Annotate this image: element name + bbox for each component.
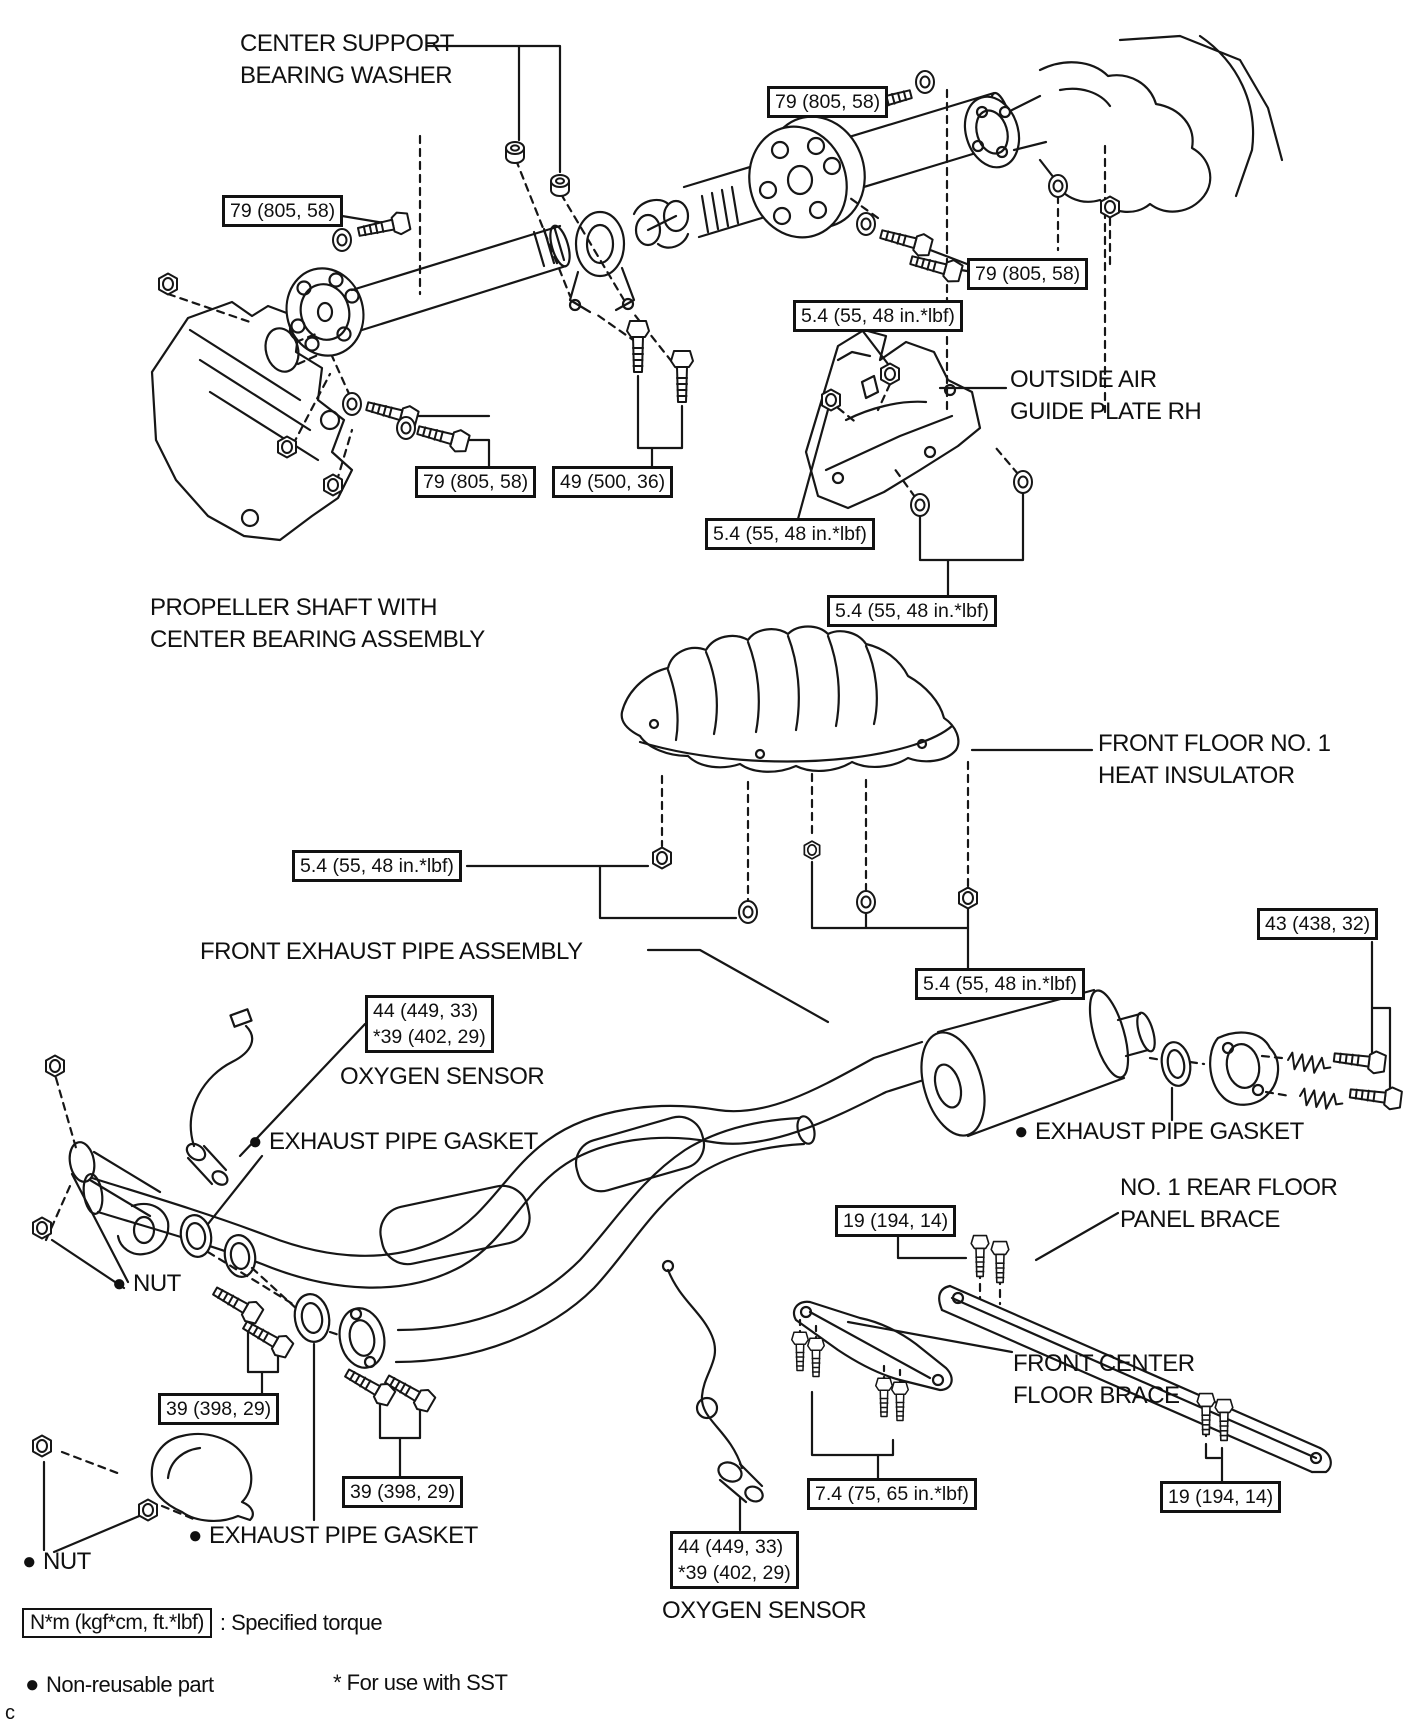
label-exhaust-pipe-gasket-bottom [188, 1522, 478, 1550]
torque-callout-79-rear-flange-bottom: 79 (805, 58) [967, 258, 1088, 290]
torque-callout-19-brace-right: 19 (194, 14) [1160, 1481, 1281, 1513]
fasteners [33, 71, 1402, 1521]
label-rear-floor-panel-brace [1120, 1172, 1337, 1236]
page-mark: c [5, 1702, 15, 1724]
torque-callout-79-front-flange: 79 (805, 58) [222, 195, 343, 227]
torque-callout-79-rear-flange-top: 79 (805, 58) [767, 86, 888, 118]
non-reusable-bullet-icon: ● [22, 1548, 36, 1575]
torque-line: *39 (402, 29) [678, 1562, 791, 1584]
torque-callout-49-center-bearing: 49 (500, 36) [552, 466, 673, 498]
label-outside-air-guide-plate [1010, 364, 1201, 428]
label-front-exhaust-pipe-assembly [200, 936, 583, 968]
torque-callout-54-air-guide-bottom: 5.4 (55, 48 in.*lbf) [827, 595, 997, 627]
label-line: OXYGEN SENSOR [662, 1597, 867, 1624]
differential-drawing [957, 36, 1282, 212]
air-guide-plate-drawing [806, 330, 980, 508]
torque-callout-44-oxygen-sensor-bottom [670, 1531, 799, 1589]
tailpipe-flange-drawing [1158, 1033, 1278, 1105]
label-line: PROPELLER SHAFT WITH [150, 594, 437, 621]
label-heat-insulator [1098, 728, 1330, 792]
legend-non-reusable [25, 1672, 214, 1698]
label-front-center-floor-brace [1013, 1348, 1195, 1412]
non-reusable-bullet-icon: ● [248, 1128, 262, 1155]
legend-text: Non-reusable part [46, 1672, 214, 1697]
label-line: FRONT FLOOR NO. 1 [1098, 730, 1331, 757]
heat-insulator-drawing [622, 627, 959, 772]
torque-callout-54-insulator-left: 5.4 (55, 48 in.*lbf) [292, 850, 462, 882]
torque-line: 44 (449, 33) [373, 1000, 479, 1022]
label-line: FRONT EXHAUST PIPE ASSEMBLY [200, 938, 583, 965]
non-reusable-bullet-icon: ● [188, 1522, 202, 1549]
torque-callout-39-front-flange-left: 39 (398, 29) [158, 1393, 279, 1425]
label-line: FRONT CENTER [1013, 1350, 1195, 1377]
label-line: EXHAUST PIPE GASKET [1035, 1118, 1304, 1145]
torque-line: *39 (402, 29) [373, 1026, 486, 1048]
label-line: NUT [43, 1548, 91, 1575]
label-line: OUTSIDE AIR [1010, 366, 1157, 393]
legend-sst-note [333, 1670, 507, 1696]
torque-callout-43-tailpipe: 43 (438, 32) [1257, 908, 1378, 940]
label-line: EXHAUST PIPE GASKET [209, 1522, 478, 1549]
torque-callout-74-center-brace: 7.4 (75, 65 in.*lbf) [807, 1478, 977, 1510]
label-exhaust-pipe-gasket-left [248, 1128, 538, 1156]
u-joint-drawing [634, 200, 688, 248]
label-line: CENTER SUPPORT [240, 30, 454, 57]
label-oxygen-sensor-top [340, 1061, 544, 1093]
torque-callout-54-air-guide-left: 5.4 (55, 48 in.*lbf) [705, 518, 875, 550]
label-line: CENTER BEARING ASSEMBLY [150, 626, 485, 653]
torque-callout-54-air-guide-top: 5.4 (55, 48 in.*lbf) [793, 300, 963, 332]
label-nut-1 [112, 1270, 181, 1298]
label-center-support-bearing-washer [240, 28, 454, 92]
label-line: HEAT INSULATOR [1098, 762, 1295, 789]
torque-unit-box: N*m (kgf*cm, ft.*lbf) [22, 1608, 212, 1638]
label-line: GUIDE PLATE RH [1010, 398, 1202, 425]
label-exhaust-pipe-gasket-right [1014, 1118, 1304, 1146]
torque-callout-44-oxygen-sensor-top [365, 995, 494, 1053]
torque-callout-79-front-lower: 79 (805, 58) [415, 466, 536, 498]
torque-line: 44 (449, 33) [678, 1536, 784, 1558]
label-propeller-shaft [150, 592, 485, 656]
label-line: NO. 1 REAR FLOOR [1120, 1174, 1338, 1201]
label-nut-2 [22, 1548, 91, 1576]
label-line: EXHAUST PIPE GASKET [269, 1128, 538, 1155]
non-reusable-bullet-icon: ● [112, 1270, 126, 1297]
label-line: NUT [133, 1270, 181, 1297]
torque-callout-54-insulator-right: 5.4 (55, 48 in.*lbf) [915, 968, 1085, 1000]
label-oxygen-sensor-bottom [662, 1595, 866, 1627]
label-line: PANEL BRACE [1120, 1206, 1280, 1233]
torque-callout-19-brace-left: 19 (194, 14) [835, 1205, 956, 1237]
oxygen-sensor-bottom-drawing [663, 1261, 765, 1504]
non-reusable-bullet-icon: ● [25, 1671, 39, 1698]
label-line: FLOOR BRACE [1013, 1382, 1180, 1409]
label-line: OXYGEN SENSOR [340, 1063, 545, 1090]
legend-text: * For use with SST [333, 1670, 508, 1695]
oxygen-sensor-top-drawing [184, 1009, 252, 1187]
non-reusable-bullet-icon: ● [1014, 1118, 1028, 1145]
torque-unit-desc: : Specified torque [219, 1610, 383, 1635]
legend-specified-torque [22, 1608, 382, 1638]
torque-callout-39-front-flange-lower: 39 (398, 29) [342, 1476, 463, 1508]
front-flex-disc-drawing [277, 260, 373, 365]
label-line: BEARING WASHER [240, 62, 453, 89]
